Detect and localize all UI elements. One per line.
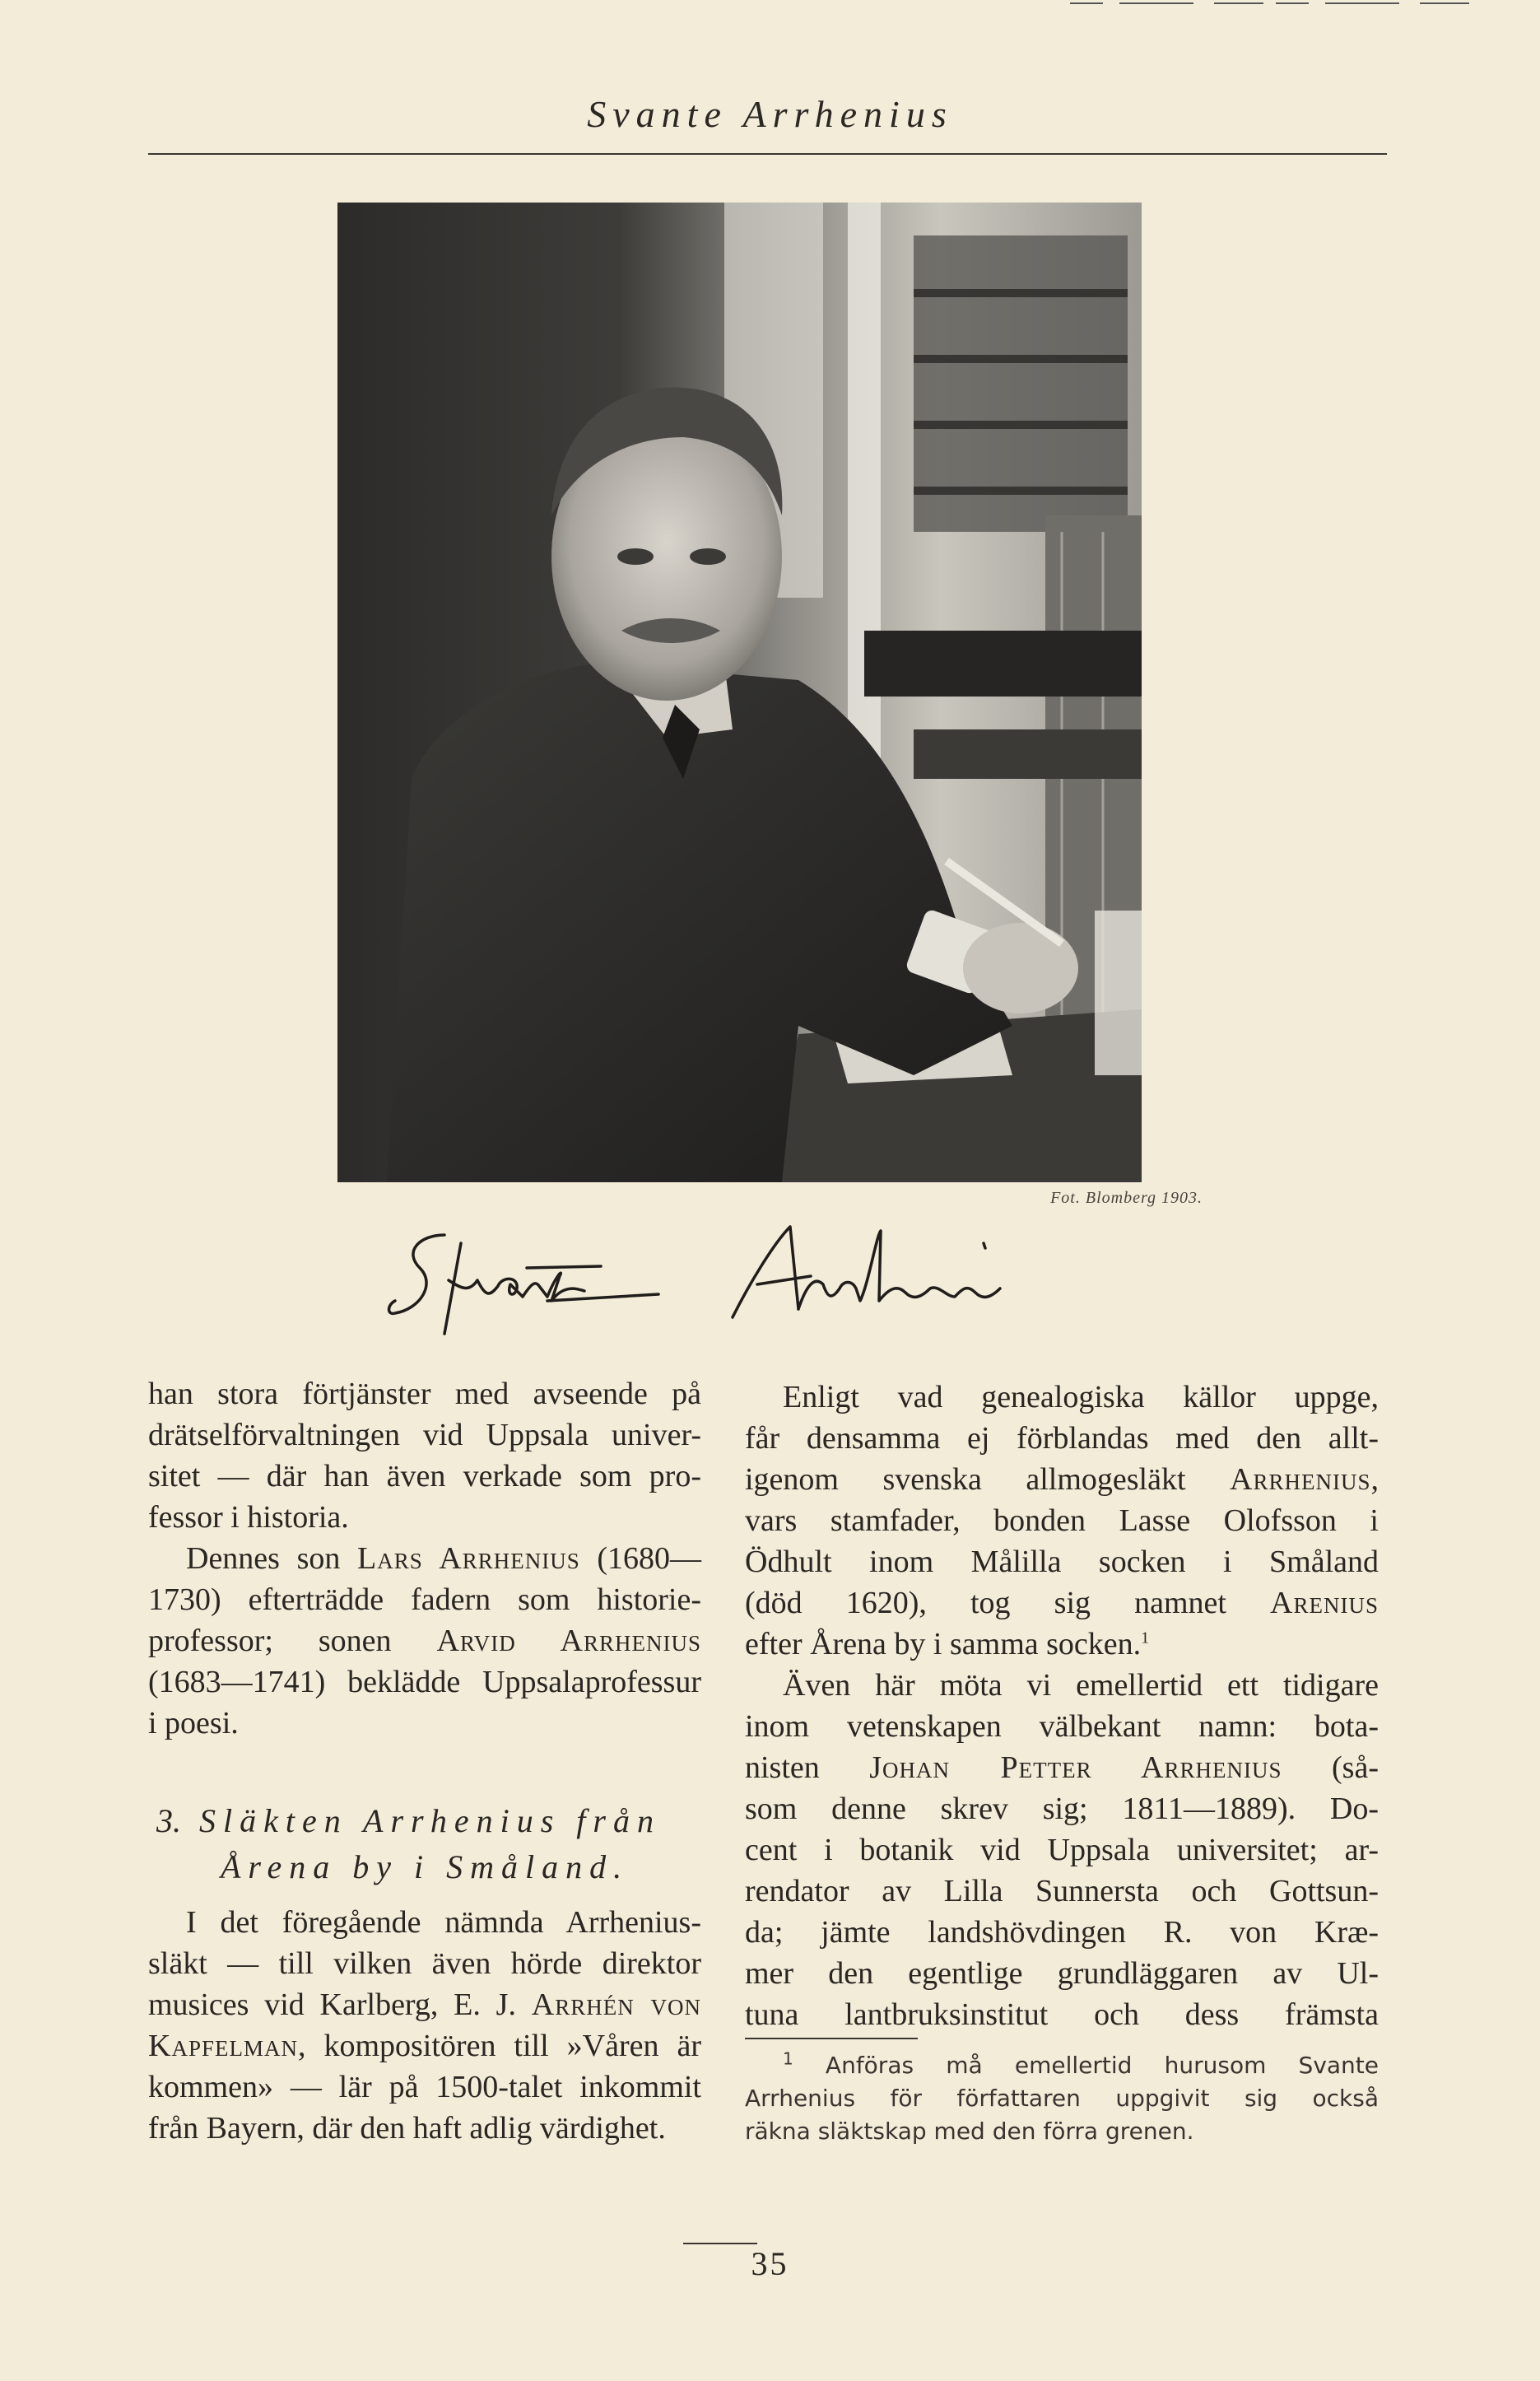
section-heading: [148, 1798, 701, 1890]
footnote-line: räkna släktskap med den förra grenen.: [745, 2118, 1194, 2145]
heading-line: Årena by i Småland.: [221, 1848, 630, 1885]
person-name: Kapfelman: [148, 2029, 298, 2063]
text-run: musices vid Karlberg, E. J.: [148, 1987, 532, 2022]
left-column: [148, 1373, 701, 2149]
person-name: Arenius: [1270, 1586, 1379, 1620]
text-line: som denne skrev sig; 1811—1889). Do-: [745, 1792, 1379, 1826]
heading-line: [148, 1798, 701, 1844]
text-run: professor; sonen: [148, 1624, 437, 1658]
text-run: nisten: [745, 1750, 870, 1785]
footnote-line: [745, 2049, 1379, 2082]
text-line: Enligt vad genealogiska källor uppge,: [783, 1380, 1379, 1414]
photo-credit: Fot. Blomberg 1903.: [1050, 1189, 1203, 1207]
text-line: inom vetenskapen välbekant namn: bota-: [745, 1709, 1379, 1744]
text-line: drätselförvaltningen vid Uppsala univer-: [148, 1418, 701, 1452]
text-line: mer den egentlige grundläggaren av Ul-: [745, 1956, 1379, 1991]
text-line: får densamma ej förblandas med den allt-: [745, 1421, 1379, 1456]
footnote-rule: [745, 2038, 918, 2039]
text-line: [148, 1538, 701, 1579]
text-run: Dennes son: [186, 1541, 357, 1576]
text-run: igenom svenska allmogesläkt: [745, 1462, 1231, 1497]
header-rule: [148, 153, 1387, 155]
text-line: släkt — till vilken även hörde direktor: [148, 1946, 701, 1981]
text-line: [745, 1624, 1379, 1665]
text-run: Anföras må emellertid hurusom Svante: [825, 2052, 1379, 2079]
page-number: 35: [751, 2245, 789, 2282]
text-line: tuna lantbruksinstitut och dess främsta: [745, 1997, 1379, 2032]
text-run: (så-: [1282, 1750, 1379, 1785]
text-run: (1680—: [579, 1541, 701, 1576]
heading-text: Släkten Arrhenius från: [199, 1802, 661, 1839]
text-line: fessor i historia.: [148, 1500, 349, 1535]
footnote-mark: 1: [783, 2048, 793, 2069]
text-run: , kompositören till »Våren är: [297, 2029, 701, 2063]
text-line: rendator av Lilla Sunnersta och Gottsun-: [745, 1874, 1379, 1908]
paragraph: [148, 1373, 701, 1538]
person-name: Arrhén von: [531, 1987, 701, 2022]
person-name: Arvid Arrhenius: [436, 1624, 702, 1658]
signature-icon: [387, 1218, 1012, 1342]
text-line: [148, 2025, 701, 2066]
footnote: [745, 2049, 1379, 2148]
text-line: I det föregående nämnda Arrhenius-: [186, 1905, 701, 1940]
text-line: da; jämte landshövdingen R. von Kræ-: [745, 1915, 1379, 1950]
text-line: i poesi.: [148, 1706, 239, 1740]
text-line: han stora förtjänster med avseende på: [148, 1377, 701, 1411]
running-title: Svante Arrhenius: [587, 93, 953, 135]
text-line: Ödhult inom Målilla socken i Småland: [745, 1545, 1379, 1579]
text-line: från Bayern, där den haft adlig värdighet.: [148, 2111, 666, 2146]
paragraph: [148, 1538, 701, 1744]
text-line: [148, 1984, 701, 2025]
text-line: vars stamfader, bonden Lasse Olofsson i: [745, 1503, 1379, 1538]
paragraph: [148, 1902, 701, 2149]
text-line: [745, 1747, 1379, 1788]
text-line: kommen» — lär på 1500-talet inkommit: [148, 2070, 701, 2104]
person-name: Johan Petter Arrhenius: [869, 1750, 1282, 1785]
text-line: 1730) efterträdde fadern som historie-: [148, 1582, 701, 1617]
text-run: (död 1620), tog sig namnet: [745, 1586, 1271, 1620]
person-name: Arrhenius: [1230, 1462, 1371, 1497]
portrait-photo: [337, 203, 1142, 1182]
scan-edge-mark: [1070, 0, 1540, 12]
text-line: [148, 1620, 701, 1661]
text-line: sitet — där han även verkade som pro-: [148, 1459, 701, 1493]
text-line: Även här möta vi emellertid ett tidigare: [783, 1668, 1379, 1703]
text-line: [745, 1459, 1379, 1500]
text-line: [745, 1582, 1379, 1624]
portrait-photo-icon: [337, 203, 1142, 1182]
text-run: efter Årena by i samma socken.: [745, 1627, 1142, 1661]
text-run: ,: [1370, 1462, 1379, 1497]
right-column: [745, 1377, 1379, 2035]
text-line: (1683—1741) beklädde Uppsalaprofessur: [148, 1665, 701, 1699]
footnote-reference[interactable]: 1: [1141, 1628, 1150, 1647]
text-line: cent i botanik vid Uppsala universitet; ar-: [745, 1833, 1379, 1867]
person-name: Lars Arrhenius: [357, 1541, 580, 1576]
footnote-line: Arrhenius för författaren uppgivit sig också: [745, 2085, 1379, 2112]
section-number: 3.: [156, 1802, 181, 1839]
